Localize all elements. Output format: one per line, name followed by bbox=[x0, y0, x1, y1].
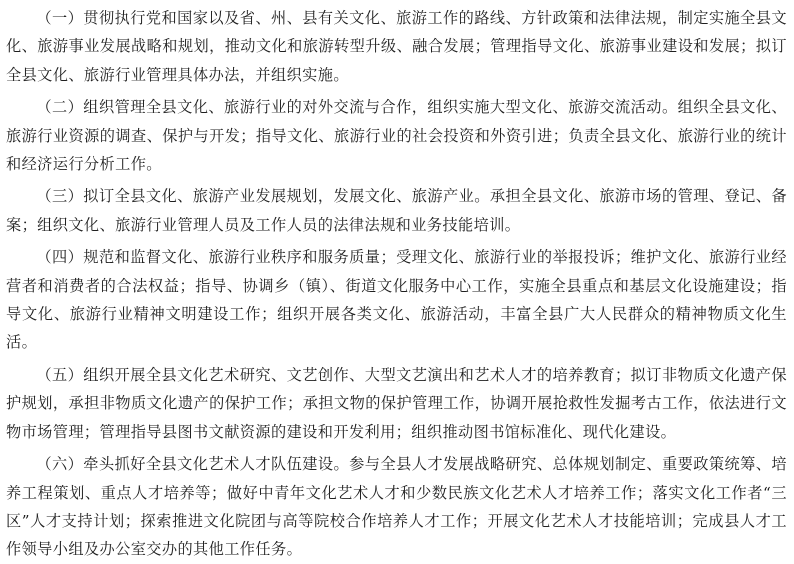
paragraph-1: （一）贯彻执行党和国家以及省、州、县有关文化、旅游工作的路线、方针政策和法律法规，制定实施全县文化、旅游事业发展战略和规划，推动文化和旅游转型升级、融合发展；管理指导文化、旅游事业建设和发展；拟订全县文化、旅游行业管理具体办法，并组织实施。 bbox=[6, 9, 787, 84]
paragraph-3: （三）拟订全县文化、旅游产业发展规划，发展文化、旅游产业。承担全县文化、旅游市场的管理、登记、备案；组织文化、旅游行业管理人员及工作人员的法律法规和业务技能培训。 bbox=[6, 187, 787, 234]
paragraph-5: （五）组织开展全县文化艺术研究、文艺创作、大型文艺演出和艺术人才的培养教育；拟订非物质文化遗产保护规划，承担非物质文化遗产的保护工作；承担文物的保护管理工作，协调开展抢救性发掘考古工作，依法进行文物市场管理；管理指导县图书文献资源的建设和开发利用；组织推动图书馆标准化、现代化建设。 bbox=[6, 365, 787, 441]
paragraph-2: （二）组织管理全县文化、旅游行业的对外交流与合作，组织实施大型文化、旅游交流活动。组织全县文化、旅游行业资源的调查、保护与开发；指导文化、旅游行业的社会投资和外资引进；负责全县文化、旅游行业的统计和经济运行分析工作。 bbox=[6, 98, 787, 174]
paragraph-6: （六）牵头抓好全县文化艺术人才队伍建设。参与全县人才发展战略研究、总体规划制定、重要政策统筹、培养工程策划、重点人才培养等；做好中青年文化艺术人才和少数民族文化艺术人才培养工作；落实文化工作者“三区”人才支持计划；探索推进文化院团与高等院校合作培养人才工作；开展文化艺术人才技能培训；完成县人才工作领导小组及办公室交办的其他工作任务。 bbox=[6, 455, 787, 559]
paragraph-4: （四）规范和监督文化、旅游行业秩序和服务质量；受理文化、旅游行业的举报投诉；维护文化、旅游行业经营者和消费者的合法权益；指导、协调乡（镇）、街道文化服务中心工作，实施全县重点和基层文化设施建设；指导文化、旅游行业精神文明建设工作；组织开展各类文化、旅游活动，丰富全县广大人民群众的精神物质文化生活。 bbox=[6, 248, 787, 352]
